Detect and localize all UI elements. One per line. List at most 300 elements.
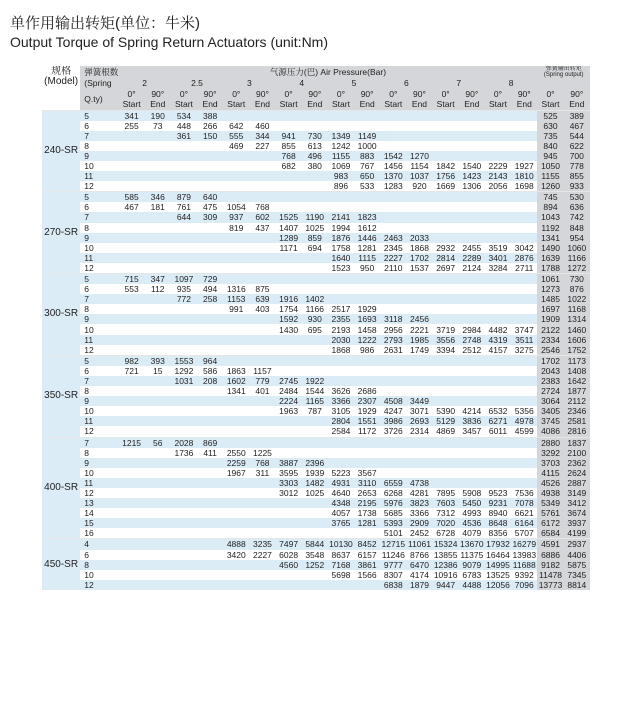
torque-cell (119, 314, 145, 324)
table-row (42, 212, 590, 222)
torque-cell (145, 345, 171, 356)
torque-cell: 5223 (328, 468, 354, 478)
torque-cell (511, 284, 537, 294)
torque-cell (459, 366, 485, 376)
torque-cell (223, 335, 249, 345)
torque-cell: 1929 (354, 304, 380, 314)
table-row (42, 570, 590, 580)
torque-cell: 7078 (511, 498, 537, 508)
torque-cell (249, 508, 275, 518)
torque-cell: 1863 (223, 366, 249, 376)
spring-output-cell: 1173 (564, 355, 590, 366)
torque-cell (459, 376, 485, 386)
torque-cell (406, 458, 432, 468)
torque-cell: 935 (171, 284, 197, 294)
torque-cell: 2512 (459, 345, 485, 356)
torque-cell (380, 448, 406, 458)
torque-cell: 208 (197, 376, 223, 386)
spring-qty-cell: 12 (80, 426, 118, 437)
torque-cell: 920 (406, 181, 432, 192)
torque-cell: 3567 (354, 468, 380, 478)
torque-cell (433, 458, 459, 468)
torque-cell (249, 518, 275, 528)
torque-cell: 7020 (433, 518, 459, 528)
spring-qty-cell: 16 (80, 528, 118, 539)
table-row (42, 181, 590, 192)
angle-header: 0° (119, 89, 145, 100)
torque-cell (485, 396, 511, 406)
torque-cell (380, 376, 406, 386)
torque-cell: 3110 (354, 478, 380, 488)
table-row (42, 294, 590, 304)
torque-cell: 2814 (433, 253, 459, 263)
torque-cell (197, 171, 223, 181)
torque-cell (276, 202, 302, 212)
torque-cell (406, 304, 432, 314)
torque-cell (171, 468, 197, 478)
torque-cell (145, 518, 171, 528)
spring-qty-cell: 9 (80, 314, 118, 324)
torque-cell: 11246 (381, 549, 405, 560)
torque-cell (249, 151, 275, 161)
spring-qty-cell: 8 (80, 304, 118, 314)
torque-cell: 2345 (380, 243, 406, 253)
torque-cell (223, 355, 249, 366)
torque-cell: 2484 (276, 386, 302, 396)
spring-qty-cell: 8 (80, 560, 118, 570)
torque-cell (171, 181, 197, 192)
torque-cell (171, 314, 197, 324)
torque-cell (276, 181, 302, 192)
torque-cell: 2517 (328, 304, 354, 314)
spring-output-cell: 2581 (564, 416, 590, 426)
torque-cell (433, 233, 459, 243)
torque-cell: 555 (223, 131, 249, 141)
torque-cell (328, 580, 354, 590)
spring-output-cell: 6172 (537, 518, 563, 528)
torque-cell (459, 151, 485, 161)
spring-qty-cell: 10 (80, 324, 118, 334)
start-end-header: End (249, 99, 275, 110)
torque-cell (119, 448, 145, 458)
torque-cell (406, 121, 432, 131)
torque-cell (145, 335, 171, 345)
spring-output-cell: 13773 (538, 579, 563, 590)
torque-cell (302, 426, 328, 437)
torque-cell (485, 110, 511, 121)
torque-cell (433, 202, 459, 212)
torque-cell (433, 304, 459, 314)
torque-cell (406, 202, 432, 212)
torque-cell (276, 508, 302, 518)
torque-cell (119, 223, 145, 233)
torque-cell: 6838 (380, 580, 406, 590)
torque-cell (119, 131, 145, 141)
spring-qty-cell: 8 (80, 448, 118, 458)
spring-output-cell: 1485 (537, 294, 563, 304)
torque-cell: 1349 (328, 131, 354, 141)
torque-cell: 1097 (171, 274, 197, 285)
table-row (42, 284, 590, 294)
spring-output-cell: 2887 (564, 478, 590, 488)
torque-cell: 7168 (328, 560, 354, 570)
torque-cell (145, 570, 171, 580)
torque-cell: 721 (119, 366, 145, 376)
spring-qty-cell: 13 (80, 498, 118, 508)
torque-cell (511, 355, 537, 366)
torque-cell (249, 181, 275, 192)
torque-cell: 2229 (485, 161, 511, 171)
torque-cell (485, 366, 511, 376)
torque-cell: 1922 (302, 376, 328, 386)
torque-cell: 15 (145, 366, 171, 376)
spring-output-cell: 544 (564, 131, 590, 141)
torque-cell (485, 294, 511, 304)
torque-cell: 2956 (380, 324, 406, 334)
torque-cell (433, 284, 459, 294)
torque-cell: 2307 (354, 396, 380, 406)
torque-cell: 553 (119, 284, 145, 294)
spring-output-cell: 630 (537, 121, 563, 131)
torque-cell: 16464 (486, 549, 510, 560)
spring-output-cell: 954 (564, 233, 590, 243)
air-pressure-header: 气源压力(巴) Air Pressure(Bar) (119, 66, 538, 78)
torque-cell: 1640 (328, 253, 354, 263)
torque-cell (223, 416, 249, 426)
torque-cell: 2259 (223, 458, 249, 468)
torque-cell (145, 448, 171, 458)
spring-output-cell: 730 (564, 274, 590, 285)
table-row (42, 131, 590, 141)
torque-cell: 8356 (485, 528, 511, 539)
table-row (42, 243, 590, 253)
spring-output-cell: 2043 (537, 366, 563, 376)
table-row (42, 550, 590, 560)
model-cell: 450-SR (42, 539, 80, 590)
angle-header: 90° (145, 89, 171, 100)
torque-cell (171, 426, 197, 437)
torque-cell (433, 468, 459, 478)
torque-cell (223, 437, 249, 448)
spring-output-cell: 2724 (537, 386, 563, 396)
torque-cell (171, 478, 197, 488)
torque-cell: 5390 (433, 406, 459, 416)
torque-cell: 4348 (328, 498, 354, 508)
torque-cell (276, 426, 302, 437)
spring-qty-header-en1: (Spring (80, 78, 118, 89)
torque-cell (171, 223, 197, 233)
torque-cell (511, 478, 537, 488)
torque-cell: 11061 (407, 539, 431, 550)
torque-cell: 9523 (485, 488, 511, 498)
torque-cell (171, 406, 197, 416)
torque-cell: 1000 (354, 141, 380, 151)
torque-cell: 1551 (354, 416, 380, 426)
torque-cell: 1270 (406, 151, 432, 161)
spring-qty-cell: 9 (80, 396, 118, 406)
torque-cell (145, 253, 171, 263)
spring-output-cell: 3405 (537, 406, 563, 416)
torque-cell: 937 (223, 212, 249, 222)
torque-cell: 991 (223, 304, 249, 314)
torque-cell (223, 426, 249, 437)
torque-cell (459, 110, 485, 121)
spring-output-cell: 1837 (564, 437, 590, 448)
torque-cell (433, 223, 459, 233)
torque-cell (328, 274, 354, 285)
torque-cell: 941 (276, 131, 302, 141)
torque-cell: 12715 (381, 539, 406, 550)
table-row (42, 314, 590, 324)
pressure-header-4: 4 (276, 78, 328, 89)
torque-cell: 11688 (512, 559, 536, 570)
angle-header: 0° (276, 89, 302, 100)
torque-cell (406, 131, 432, 141)
torque-cell (302, 570, 328, 580)
torque-cell (119, 416, 145, 426)
torque-cell (119, 151, 145, 161)
torque-cell (197, 324, 223, 334)
angle-header: 90° (459, 89, 485, 100)
torque-cell (354, 528, 380, 539)
torque-cell: 2550 (223, 448, 249, 458)
spring-output-cell: 5875 (564, 560, 590, 570)
torque-cell (459, 223, 485, 233)
model-cell: 270-SR (42, 192, 80, 274)
torque-cell (485, 478, 511, 488)
spring-qty-cell: 9 (80, 233, 118, 243)
torque-cell: 13525 (486, 569, 510, 580)
torque-cell: 1868 (406, 243, 432, 253)
torque-cell: 9231 (485, 498, 511, 508)
torque-cell: 896 (328, 181, 354, 192)
spring-output-cell: 5349 (537, 498, 563, 508)
spring-qty-header-cn: 弹簧根数 (80, 66, 118, 78)
torque-cell: 344 (249, 131, 275, 141)
torque-cell: 3457 (459, 426, 485, 437)
torque-cell: 7895 (433, 488, 459, 498)
spring-output-cell: 3149 (564, 488, 590, 498)
torque-cell (119, 478, 145, 488)
start-end-header: Start (328, 99, 354, 110)
torque-cell: 644 (171, 212, 197, 222)
torque-cell (485, 212, 511, 222)
model-header (42, 66, 80, 89)
start-end-header: End (302, 99, 328, 110)
angle-header: 90° (302, 89, 328, 100)
torque-cell (433, 448, 459, 458)
torque-cell (145, 263, 171, 274)
spring-output-cell: 467 (564, 121, 590, 131)
torque-cell (145, 386, 171, 396)
torque-cell (119, 498, 145, 508)
torque-cell (276, 528, 302, 539)
spring-output-cell: 745 (537, 192, 563, 203)
torque-cell (276, 498, 302, 508)
torque-cell (511, 192, 537, 203)
torque-cell (433, 131, 459, 141)
torque-cell (171, 488, 197, 498)
torque-cell (223, 161, 249, 171)
spring-qty-cell: 14 (80, 508, 118, 518)
spring-output-cell: 945 (537, 151, 563, 161)
torque-cell: 3719 (433, 324, 459, 334)
torque-cell (145, 324, 171, 334)
torque-cell (406, 448, 432, 458)
table-row (42, 437, 590, 448)
torque-cell: 4079 (459, 528, 485, 539)
torque-cell (145, 468, 171, 478)
spring-output-cell: 1702 (537, 355, 563, 366)
torque-cell (197, 151, 223, 161)
spring-qty-cell: 11 (80, 416, 118, 426)
torque-cell: 1702 (406, 253, 432, 263)
torque-cell (197, 518, 223, 528)
torque-cell: 3765 (328, 518, 354, 528)
torque-cell: 729 (197, 274, 223, 285)
table-row (42, 580, 590, 590)
pressure-header-7: 7 (433, 78, 485, 89)
torque-cell (380, 294, 406, 304)
torque-cell: 964 (197, 355, 223, 366)
torque-cell (328, 366, 354, 376)
spring-qty-cell: 5 (80, 274, 118, 285)
torque-cell (433, 110, 459, 121)
torque-cell: 7096 (511, 580, 537, 590)
start-end-header: Start (380, 99, 406, 110)
torque-cell (171, 550, 197, 560)
torque-cell (276, 448, 302, 458)
spring-output-cell: 2100 (564, 448, 590, 458)
torque-cell: 1602 (223, 376, 249, 386)
model-header-cn: 规格 (51, 66, 72, 78)
spring-qty-cell: 15 (80, 518, 118, 528)
torque-cell (249, 406, 275, 416)
spring-output-cell: 636 (564, 202, 590, 212)
torque-cell: 469 (223, 141, 249, 151)
torque-cell: 3071 (406, 406, 432, 416)
torque-cell (197, 570, 223, 580)
angle-header: 0° (328, 89, 354, 100)
torque-cell (302, 171, 328, 181)
table-row (42, 528, 590, 539)
torque-cell (328, 437, 354, 448)
torque-cell (354, 580, 380, 590)
torque-cell (249, 416, 275, 426)
torque-cell: 3235 (249, 539, 275, 550)
torque-cell: 1190 (302, 212, 328, 222)
output-torque-table (42, 66, 590, 590)
torque-cell (354, 448, 380, 458)
torque-cell (249, 498, 275, 508)
torque-cell (145, 223, 171, 233)
torque-cell: 875 (249, 284, 275, 294)
torque-cell (171, 263, 197, 274)
torque-cell: 1879 (406, 580, 432, 590)
torque-cell (119, 345, 145, 356)
torque-cell (223, 406, 249, 416)
torque-cell: 4640 (328, 488, 354, 498)
torque-cell: 2030 (328, 335, 354, 345)
torque-cell: 2141 (328, 212, 354, 222)
torque-cell: 2452 (406, 528, 432, 539)
torque-cell: 3836 (459, 416, 485, 426)
torque-cell (145, 560, 171, 570)
spring-qty-header-en2: Q.ty) (80, 89, 118, 111)
angle-header: 0° (537, 89, 563, 100)
torque-cell: 8452 (354, 539, 380, 550)
torque-cell (328, 448, 354, 458)
torque-cell: 1115 (354, 253, 380, 263)
model-cell: 240-SR (42, 110, 80, 192)
torque-cell: 772 (171, 294, 197, 304)
torque-cell (485, 223, 511, 233)
torque-cell: 2748 (459, 335, 485, 345)
torque-cell (433, 274, 459, 285)
torque-cell (171, 560, 197, 570)
spring-output-cell: 7345 (564, 570, 590, 580)
torque-cell (511, 151, 537, 161)
table-row (42, 560, 590, 570)
spring-output-header-blank (537, 78, 590, 89)
torque-cell (406, 386, 432, 396)
torque-cell (433, 437, 459, 448)
torque-cell (328, 192, 354, 203)
spring-output-cell: 1166 (564, 253, 590, 263)
torque-cell (145, 294, 171, 304)
torque-cell: 533 (354, 181, 380, 192)
torque-cell (406, 294, 432, 304)
spring-output-cell: 1050 (537, 161, 563, 171)
torque-cell (119, 580, 145, 590)
angle-header: 0° (485, 89, 511, 100)
torque-cell: 639 (249, 294, 275, 304)
torque-cell (302, 528, 328, 539)
torque-cell (119, 518, 145, 528)
spring-output-cell: 1788 (537, 263, 563, 274)
table-row (42, 161, 590, 171)
title-chinese: 单作用输出转矩(单位：牛米) (10, 15, 200, 32)
torque-cell (171, 335, 197, 345)
spring-qty-cell: 6 (80, 284, 118, 294)
table-row (42, 458, 590, 468)
torque-cell: 1810 (511, 171, 537, 181)
torque-cell: 8940 (485, 508, 511, 518)
torque-cell (119, 171, 145, 181)
torque-cell: 1693 (354, 314, 380, 324)
spring-output-cell: 1043 (537, 212, 563, 222)
spring-qty-cell: 5 (80, 192, 118, 203)
torque-cell (249, 243, 275, 253)
torque-cell (380, 131, 406, 141)
table-row (42, 253, 590, 263)
torque-cell (328, 528, 354, 539)
torque-cell: 5698 (328, 570, 354, 580)
torque-cell (249, 345, 275, 356)
torque-cell (302, 181, 328, 192)
spring-output-cell: 4526 (537, 478, 563, 488)
torque-cell: 5129 (433, 416, 459, 426)
torque-cell: 3420 (223, 550, 249, 560)
torque-cell (511, 233, 537, 243)
spring-qty-cell: 7 (80, 131, 118, 141)
torque-cell: 986 (354, 345, 380, 356)
torque-cell (119, 560, 145, 570)
torque-cell (380, 437, 406, 448)
model-cell: 350-SR (42, 355, 80, 437)
torque-cell (249, 355, 275, 366)
torque-cell (145, 488, 171, 498)
